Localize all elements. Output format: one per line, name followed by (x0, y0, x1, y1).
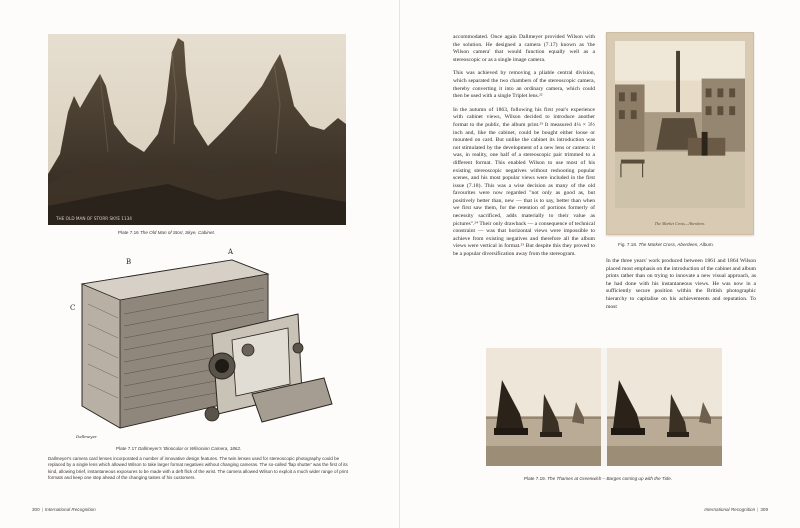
engraving-label-c: C (70, 304, 76, 312)
right-running-head: International Recognition (704, 507, 756, 512)
market-cross-photo (615, 41, 745, 208)
print-inscription: THE OLD MAN OF STORR SKYE 1134 (56, 216, 132, 221)
main-text-column (453, 34, 595, 265)
body-paragraph: This was achieved by removing a pliable central division, which separated the two chambers of the stereoscopic camera, thereby converting it into an ordinary camera, which could then be used with a single Triplet lens.²² (453, 70, 595, 100)
plate-716-caption (118, 230, 318, 236)
old-man-of-storr-photo (48, 34, 346, 225)
side-paragraph: In the three years' work produced between 1861 and 1864 Wilson placed most emphasis on the introduction of the cabinet and album prints rather than on trying to innovate a new visual approach, as he had done with his instantaneous views. He was now in a sufficiently secure position within the British photographic hierarchy to capitalise on his achievements and reputation. To most (606, 258, 756, 310)
side-text-column (606, 258, 756, 317)
plate-717-number: Plate 7.17 (116, 446, 137, 451)
body-paragraph: In the autumn of 1863, following his first year's experience with cabinet views, Wilson decided to introduce another format to the public, the album print.²³ It measured 4¼ × 3½ inch and, like the cabinet, could be bought either loose or mounted on card. But unlike the cabinet its introduction was not stimulated by the development of a new lens or camera: it was, in reality, one half of a stereoscopic pair trimmed to a different format. This enabled Wilson to use most of his existing stereoscopic negatives without reshooting popular scenes, and his most popular views were included in the first issue (7.18). This was a wise decision as many of the old favourites were now regarded "not only as good as, but positively better than, new — that is to say, better than when we first saw them, for the retention of portions formerly of necessity sacrificed, adds materially to their value as pictures".²⁴ Their only drawback — a consequence of technical constraint — was that horizontal views were impossible to achieve from existing negatives and therefore all the album views were vertical in format.²⁵ But despite this they proved to be a popular diversification away from the stereogram. (453, 106, 595, 258)
right-page-number: 309 (760, 507, 768, 512)
stereo-right-image (607, 348, 722, 466)
plate-717-note: Dallmeyer's camera card lenses incorporated a number of innovative design features. The twin lenses used for stereoscopic photography could be replaced by a single lens which allowed Wilson to take larger format negatives without changing cameras. The so-called 'flap shutter' was the first of its kind, allowing brief, instantaneous exposures to be made with a deft flick of the wrist. The camera allowed Wilson to exploit a much wider range of print formats and keep one step ahead of the changing tastes of his customers. (48, 456, 348, 481)
plate-719-title: The Thames at Greenwich – Barges coming up with the Tide. (547, 476, 673, 481)
plate-719-caption (524, 476, 724, 482)
market-cross-mount-label: The Market Cross—Aberdeen. (654, 221, 706, 226)
stereo-left-image (486, 348, 601, 466)
body-paragraph: accommodated. Once again Dallmeyer provided Wilson with the solution. He designed a camera (7.17) known as 'the Wilson camera' that would function equally well as a stereoscopic or as a single image camera. (453, 34, 595, 63)
thames-greenwich-stereograph (486, 348, 722, 466)
fig-718-caption (618, 242, 758, 248)
left-running-head: International Recognition (44, 507, 96, 512)
plate-716-title: The Old Man of Storr, Skye, Cabinet. (139, 230, 216, 235)
fig-718-title: The Market Cross, Aberdeen, Album. (638, 242, 714, 247)
engraving-label-b: B (126, 258, 132, 266)
plate-719-number: Plate 7.19. (524, 476, 546, 481)
plate-717-caption (116, 446, 336, 452)
right-folio: International Recognition | 309 (704, 507, 768, 512)
dallmeyer-camera-engraving (62, 244, 342, 442)
left-page-number: 300 (32, 507, 40, 512)
plate-717-title: Dallmeyer's 'Binocular or Wilsonian Camera, 1862. (137, 446, 242, 451)
fig-718-number: Fig. 7.18. (618, 242, 638, 247)
plate-716-number: Plate 7.16 (118, 230, 139, 235)
right-page (400, 0, 800, 528)
engraving-imprint: Dallmeyer (76, 434, 97, 439)
engraving-label-a: A (228, 248, 234, 256)
left-folio: 300 | International Recognition (32, 507, 96, 512)
market-cross-album-card (606, 32, 754, 235)
